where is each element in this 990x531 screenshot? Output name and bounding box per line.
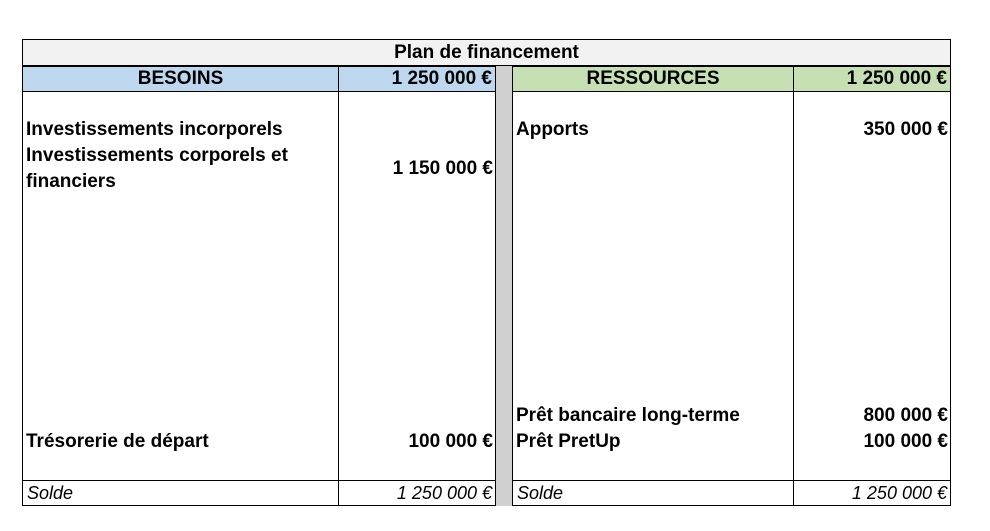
ressources-item-value: 100 000 € (863, 431, 948, 452)
besoins-solde-value: 1 250 000 € (338, 480, 496, 506)
ressources-item-label: Prêt PretUp (516, 431, 621, 452)
besoins-solde-label: Solde (22, 480, 339, 506)
ressources-header: RESSOURCES (512, 66, 794, 92)
ressources-solde-label: Solde (512, 480, 794, 506)
besoins-item-value: 1 150 000 € (392, 158, 493, 179)
besoins-item-label: Investissements corporels et financiers (26, 145, 288, 192)
besoins-values-body (338, 92, 496, 480)
besoins-item-label: Trésorerie de départ (26, 431, 209, 452)
table-title: Plan de financement (22, 39, 951, 66)
besoins-total: 1 250 000 € (338, 66, 496, 92)
besoins-item-value: 100 000 € (408, 431, 493, 452)
besoins-item-label: Investissements incorporels (26, 119, 283, 140)
ressources-total: 1 250 000 € (793, 66, 951, 92)
ressources-item-label: Apports (516, 119, 589, 140)
besoins-header: BESOINS (22, 66, 339, 92)
ressources-item-value: 350 000 € (863, 119, 948, 140)
ressources-solde-value: 1 250 000 € (793, 480, 951, 506)
column-separator (495, 66, 513, 506)
ressources-item-value: 800 000 € (863, 405, 948, 426)
ressources-item-label: Prêt bancaire long-terme (516, 405, 740, 426)
